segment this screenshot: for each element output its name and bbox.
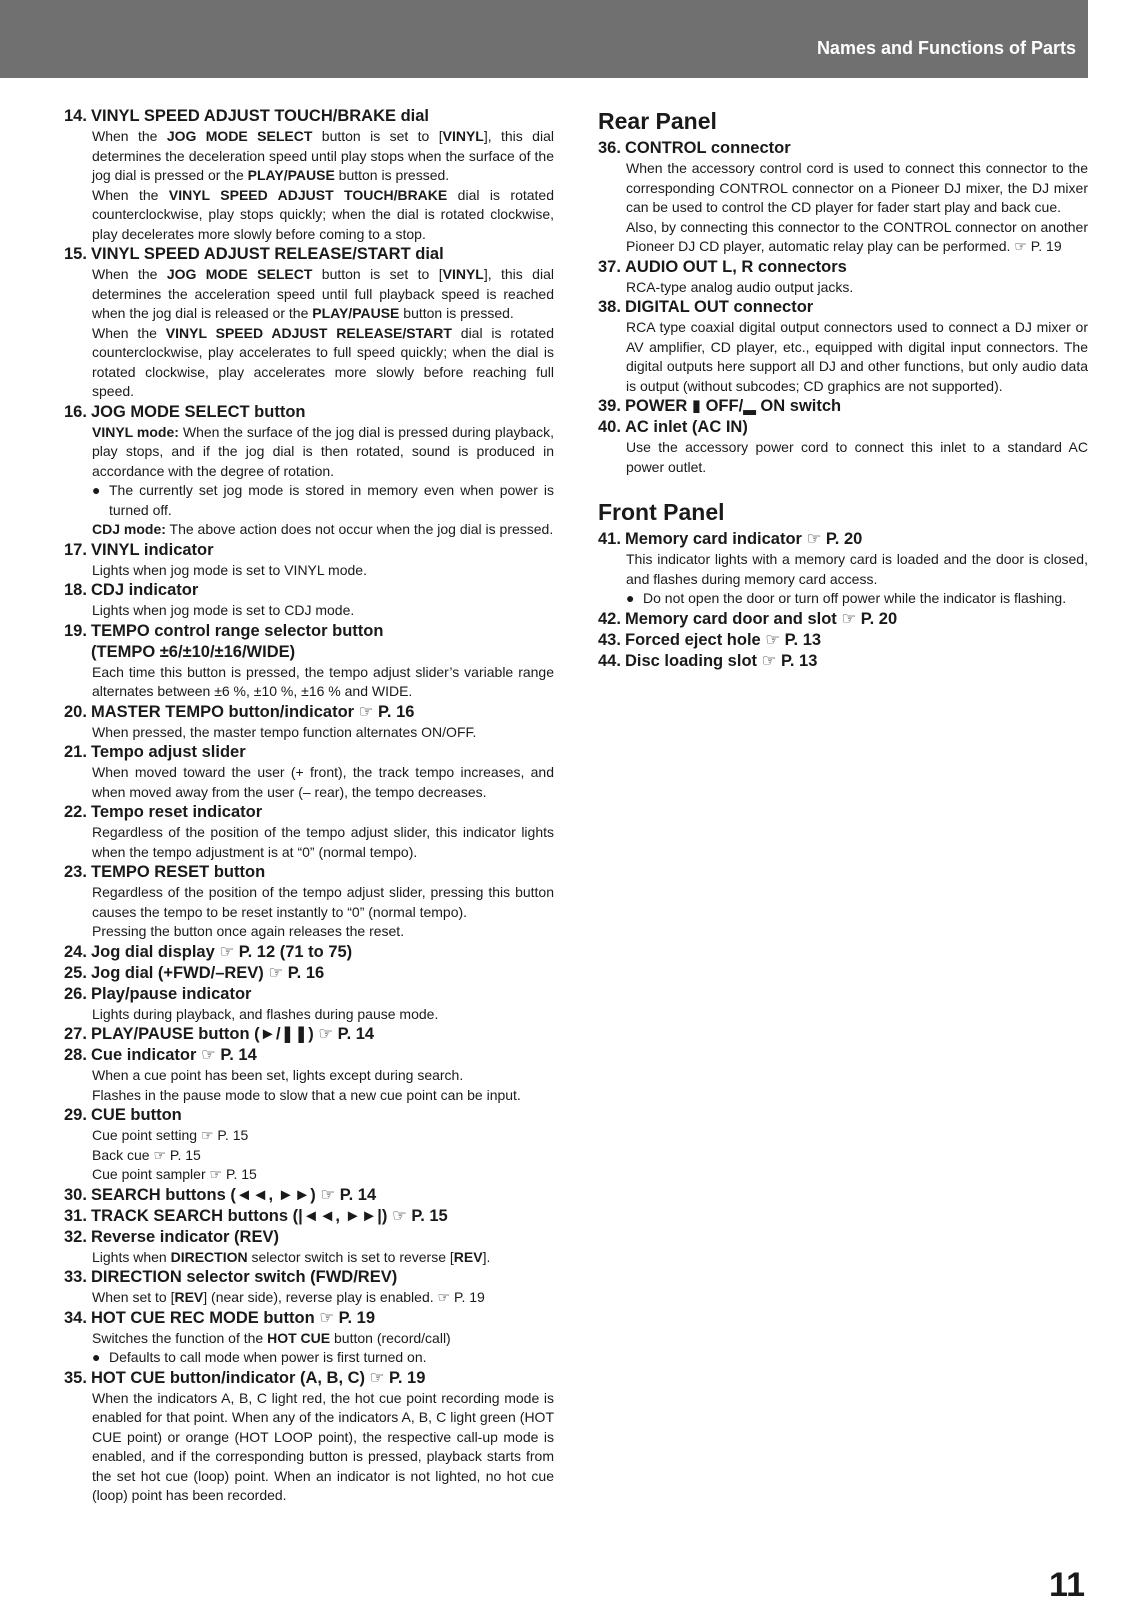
part-item bbox=[598, 417, 1088, 477]
part-title-text: DIRECTION selector switch (FWD/REV) bbox=[91, 1268, 398, 1286]
part-title-text: POWER ▮ OFF/▂ ON switch bbox=[625, 397, 842, 415]
description-line: Use the accessory power cord to connect this inlet to a standard AC power outlet. bbox=[626, 439, 1088, 475]
part-number: 22. bbox=[64, 803, 87, 821]
left-column bbox=[64, 106, 554, 1506]
part-item bbox=[64, 984, 554, 1025]
front-panel-list bbox=[598, 529, 1088, 672]
part-item bbox=[64, 244, 554, 402]
part-title-text: AC inlet (AC IN) bbox=[625, 418, 748, 436]
description-line: Switches the function of the HOT CUE button (record/call) bbox=[92, 1329, 451, 1346]
part-number: 23. bbox=[64, 863, 87, 881]
part-number: 32. bbox=[64, 1227, 87, 1246]
rear-panel-list bbox=[598, 138, 1088, 477]
part-title-text: AUDIO OUT L, R connectors bbox=[625, 257, 847, 276]
part-title-text: HOT CUE button/indicator (A, B, C) ☞ P. 19 bbox=[91, 1368, 426, 1387]
description-line: Lights during playback, and flashes during pause mode. bbox=[92, 1005, 439, 1022]
description-line: When a cue point has been set, lights except during search. bbox=[92, 1067, 464, 1083]
part-title-text: Memory card door and slot ☞ P. 20 bbox=[625, 609, 898, 628]
part-description bbox=[598, 438, 1088, 477]
part-title bbox=[64, 1024, 554, 1045]
part-number: 33. bbox=[64, 1268, 87, 1286]
part-item bbox=[64, 1045, 554, 1105]
bullet-text: Defaults to call mode when power is first turned on. bbox=[109, 1349, 427, 1365]
part-description bbox=[64, 823, 554, 862]
description-line: When moved toward the user (+ front), the track tempo increases, and when moved away from the user (– rear), the tempo decreases. bbox=[92, 764, 554, 800]
part-item bbox=[64, 1105, 554, 1185]
part-title bbox=[64, 106, 554, 127]
part-description bbox=[598, 550, 1088, 609]
part-description bbox=[64, 1248, 554, 1268]
part-description bbox=[64, 127, 554, 244]
part-title-text: TRACK SEARCH buttons (|◄◄, ►►|) ☞ P. 15 bbox=[91, 1206, 448, 1225]
part-title-text: Cue indicator ☞ P. 14 bbox=[91, 1046, 257, 1064]
part-description bbox=[64, 265, 554, 402]
description-line: Lights when DIRECTION selector switch is set to reverse [REV]. bbox=[92, 1248, 491, 1265]
part-number: 17. bbox=[64, 540, 87, 559]
part-title bbox=[64, 984, 554, 1005]
part-number: 27. bbox=[64, 1025, 87, 1043]
part-title-text: SEARCH buttons (◄◄, ►►) ☞ P. 14 bbox=[91, 1185, 377, 1204]
part-title bbox=[64, 702, 554, 723]
part-item bbox=[598, 609, 1088, 630]
part-item bbox=[64, 1308, 554, 1368]
description-line: Regardless of the position of the tempo adjust slider, this indicator lights when the tempo adjustment is at “0” (normal tempo). bbox=[92, 824, 554, 860]
part-title bbox=[64, 244, 554, 265]
part-number: 24. bbox=[64, 942, 87, 961]
part-title bbox=[598, 651, 1088, 672]
part-description bbox=[64, 723, 554, 743]
part-title-text: CDJ indicator bbox=[91, 581, 199, 599]
description-line: Cue point setting ☞ P. 15 bbox=[92, 1127, 249, 1143]
part-title bbox=[598, 297, 1088, 318]
part-title-text: Reverse indicator (REV) bbox=[91, 1227, 279, 1246]
page-header-title: Names and Functions of Parts bbox=[816, 38, 1076, 58]
part-description bbox=[64, 883, 554, 942]
part-description bbox=[64, 1005, 554, 1025]
part-title bbox=[64, 1206, 554, 1227]
part-item bbox=[64, 1267, 554, 1308]
part-title bbox=[64, 1227, 554, 1248]
part-number: 40. bbox=[598, 418, 621, 436]
part-description bbox=[598, 159, 1088, 257]
part-description bbox=[598, 318, 1088, 396]
description-line: When the accessory control cord is used to connect this connector to the corresponding CONTROL connector on a Pioneer DJ mixer, the DJ mixer can be used to control the CD player for fader start play and back cue. bbox=[626, 160, 1088, 215]
part-title-text: DIGITAL OUT connector bbox=[625, 298, 814, 316]
part-title-text: Jog dial (+FWD/–REV) ☞ P. 16 bbox=[91, 963, 325, 982]
page-number: 11 bbox=[1049, 1566, 1085, 1604]
part-title-text: VINYL indicator bbox=[91, 540, 214, 559]
part-title-text: Memory card indicator ☞ P. 20 bbox=[625, 530, 863, 548]
part-title bbox=[64, 1105, 554, 1126]
description-line: When the VINYL SPEED ADJUST TOUCH/BRAKE dial is rotated counterclockwise, play stops quickly; when the dial is rotated clockwise, play decelerates more slowly before coming to a stop. bbox=[92, 186, 554, 242]
part-title bbox=[64, 942, 554, 963]
part-description bbox=[64, 1066, 554, 1105]
part-number: 16. bbox=[64, 402, 87, 421]
part-title-text: CUE button bbox=[91, 1106, 182, 1124]
description-line: Cue point sampler ☞ P. 15 bbox=[92, 1166, 257, 1182]
part-title bbox=[64, 862, 554, 883]
part-item bbox=[598, 257, 1088, 298]
part-number: 21. bbox=[64, 743, 87, 761]
part-title-text: PLAY/PAUSE button (►/❚❚) ☞ P. 14 bbox=[91, 1025, 375, 1043]
part-title-text: Tempo adjust slider bbox=[91, 743, 246, 761]
part-title bbox=[598, 138, 1088, 159]
part-description bbox=[64, 1126, 554, 1185]
part-description bbox=[64, 1288, 554, 1308]
bullet-dot-icon: ● bbox=[92, 1349, 101, 1365]
part-number: 42. bbox=[598, 609, 621, 628]
part-title-text: Forced eject hole ☞ P. 13 bbox=[625, 630, 822, 649]
part-title bbox=[598, 417, 1088, 438]
description-line: Each time this button is pressed, the tempo adjust slider’s variable range alternates between ±6 %, ±10 %, ±16 % and WIDE. bbox=[92, 663, 554, 699]
part-title bbox=[598, 396, 1088, 417]
part-title bbox=[598, 630, 1088, 651]
part-item bbox=[598, 297, 1088, 396]
part-title bbox=[64, 1185, 554, 1206]
description-line: When set to [REV] (near side), reverse play is enabled. ☞ P. 19 bbox=[92, 1289, 485, 1305]
part-item bbox=[64, 942, 554, 963]
part-title-text: VINYL SPEED ADJUST TOUCH/BRAKE dial bbox=[91, 107, 430, 125]
part-title-text: Disc loading slot ☞ P. 13 bbox=[625, 651, 818, 670]
part-description bbox=[64, 561, 554, 581]
part-item bbox=[64, 402, 554, 540]
bullet-text: The currently set jog mode is stored in memory even when power is turned off. bbox=[109, 482, 554, 518]
rear-panel-heading: Rear Panel bbox=[598, 108, 717, 134]
description-line: CDJ mode: The above action does not occur when the jog dial is pressed. bbox=[92, 521, 554, 537]
part-title-text: MASTER TEMPO button/indicator ☞ P. 16 bbox=[91, 702, 415, 721]
part-item bbox=[598, 396, 1088, 417]
bullet-note bbox=[92, 1348, 554, 1368]
description-line: When the VINYL SPEED ADJUST RELEASE/START dial is rotated counterclockwise, play accelerates to full speed quickly; when the dial is rotated clockwise, play accelerates more slowly before reaching full speed. bbox=[92, 324, 554, 399]
description-line: Pressing the button once again releases the reset. bbox=[92, 923, 405, 939]
part-item bbox=[64, 1185, 554, 1206]
part-number: 30. bbox=[64, 1185, 87, 1204]
part-item bbox=[64, 580, 554, 621]
part-description bbox=[64, 601, 554, 621]
bullet-dot-icon: ● bbox=[626, 590, 635, 606]
part-item bbox=[64, 106, 554, 244]
part-number: 35. bbox=[64, 1368, 87, 1387]
front-panel-heading: Front Panel bbox=[598, 499, 725, 525]
part-number: 19. bbox=[64, 621, 87, 640]
part-title-text: CONTROL connector bbox=[625, 139, 791, 157]
part-number: 18. bbox=[64, 581, 87, 599]
part-title bbox=[64, 802, 554, 823]
bullet-text: Do not open the door or turn off power while the indicator is flashing. bbox=[643, 590, 1067, 606]
part-title bbox=[64, 1368, 554, 1389]
part-item bbox=[598, 630, 1088, 651]
description-line: When the JOG MODE SELECT button is set to [VINYL], this dial determines the acceleration speed until full playback speed is reached when the jog dial is released or the PLAY/PAUSE button is pressed. bbox=[92, 266, 554, 321]
bullet-note bbox=[626, 589, 1088, 609]
part-description bbox=[64, 763, 554, 802]
description-line: RCA-type analog audio output jacks. bbox=[626, 278, 854, 295]
description-line: Regardless of the position of the tempo adjust slider, pressing this button causes the tempo to be reset instantly to “0” (normal tempo). bbox=[92, 884, 554, 920]
part-item bbox=[598, 138, 1088, 257]
part-number: 39. bbox=[598, 397, 621, 415]
part-number: 29. bbox=[64, 1106, 87, 1124]
part-description bbox=[64, 1389, 554, 1506]
part-title-text: JOG MODE SELECT button bbox=[91, 402, 306, 421]
description-line: Lights when jog mode is set to CDJ mode. bbox=[92, 602, 355, 618]
part-number: 25. bbox=[64, 963, 87, 982]
part-item bbox=[64, 702, 554, 743]
right-column bbox=[598, 106, 1088, 672]
description-line: When the indicators A, B, C light red, the hot cue point recording mode is enabled for that point. When any of the indicators A, B, C light green (HOT CUE point) or orange (HOT LOOP point), the respective call-up mode is enabled, and if the corresponding button is pressed, playback starts from the set hot cue (loop) point. When an indicator is not lighted, no hot cue (loop) point has been recorded. bbox=[92, 1389, 554, 1503]
part-title bbox=[598, 609, 1088, 630]
description-line: Flashes in the pause mode to slow that a new cue point can be input. bbox=[92, 1086, 521, 1103]
part-item bbox=[64, 963, 554, 984]
part-number: 14. bbox=[64, 107, 87, 125]
part-number: 28. bbox=[64, 1046, 87, 1064]
description-line: Lights when jog mode is set to VINYL mode. bbox=[92, 561, 367, 578]
part-title bbox=[64, 621, 554, 642]
description-line: This indicator lights with a memory card is loaded and the door is closed, and flashes during memory card access. bbox=[626, 551, 1088, 587]
description-line: Also, by connecting this connector to the CONTROL connector on another Pioneer DJ CD player, automatic relay play can be performed. ☞ P. 19 bbox=[626, 218, 1088, 254]
part-number: 26. bbox=[64, 984, 87, 1003]
part-number: 37. bbox=[598, 257, 621, 276]
part-title bbox=[64, 1308, 554, 1329]
part-title bbox=[64, 963, 554, 984]
part-item bbox=[64, 1368, 554, 1506]
part-item bbox=[64, 742, 554, 802]
part-title-text: TEMPO RESET button bbox=[91, 863, 266, 881]
description-line: Back cue ☞ P. 15 bbox=[92, 1146, 201, 1163]
part-title bbox=[64, 540, 554, 561]
part-title-text: Play/pause indicator bbox=[91, 984, 252, 1003]
part-number: 44. bbox=[598, 651, 621, 670]
part-title bbox=[64, 402, 554, 423]
part-number: 38. bbox=[598, 298, 621, 316]
part-description bbox=[64, 423, 554, 540]
part-title-text: HOT CUE REC MODE button ☞ P. 19 bbox=[91, 1308, 376, 1327]
part-title bbox=[64, 1045, 554, 1066]
part-title bbox=[64, 1267, 554, 1288]
part-description bbox=[598, 278, 1088, 298]
part-title bbox=[64, 742, 554, 763]
part-title-text: VINYL SPEED ADJUST RELEASE/START dial bbox=[91, 245, 444, 263]
part-title bbox=[598, 529, 1088, 550]
part-item bbox=[64, 621, 554, 702]
part-item bbox=[598, 529, 1088, 609]
description-line: When the JOG MODE SELECT button is set to [VINYL], this dial determines the deceleration speed until play stops when the surface of the jog dial is pressed or the PLAY/PAUSE button is pressed. bbox=[92, 128, 554, 183]
part-item bbox=[64, 1227, 554, 1268]
header-bar bbox=[0, 0, 1088, 78]
part-number: 20. bbox=[64, 702, 87, 721]
part-title bbox=[64, 580, 554, 601]
bullet-note bbox=[92, 481, 554, 520]
part-item bbox=[64, 862, 554, 942]
description-line: When pressed, the master tempo function alternates ON/OFF. bbox=[92, 723, 477, 740]
part-item bbox=[64, 1024, 554, 1045]
part-title-text: TEMPO control range selector button bbox=[91, 621, 384, 640]
part-item bbox=[64, 540, 554, 581]
part-description bbox=[64, 663, 554, 702]
part-title bbox=[598, 257, 1088, 278]
part-title-text: Tempo reset indicator bbox=[91, 803, 263, 821]
description-line: VINYL mode: When the surface of the jog dial is pressed during playback, play stops, and if the jog dial is then rotated, sound is produced in accordance with the degree of rotation. bbox=[92, 423, 554, 479]
part-item bbox=[64, 1206, 554, 1227]
part-number: 41. bbox=[598, 530, 621, 548]
part-number: 31. bbox=[64, 1206, 87, 1225]
description-line: RCA type coaxial digital output connectors used to connect a DJ mixer or AV amplifier, CD player, etc., equipped with digital input connectors. The digital outputs here support all DJ and other functions, but only audio data is output (without subcodes; CD graphics are not supported). bbox=[626, 319, 1088, 394]
part-title-line2: (TEMPO ±6/±10/±16/WIDE) bbox=[91, 642, 296, 661]
part-item bbox=[64, 802, 554, 862]
part-number: 36. bbox=[598, 139, 621, 157]
part-number: 34. bbox=[64, 1308, 87, 1327]
part-item bbox=[598, 651, 1088, 672]
part-title-text: Jog dial display ☞ P. 12 (71 to 75) bbox=[91, 942, 353, 961]
part-number: 43. bbox=[598, 630, 621, 649]
part-number: 15. bbox=[64, 245, 87, 263]
bullet-dot-icon: ● bbox=[92, 482, 101, 498]
part-description bbox=[64, 1329, 554, 1368]
